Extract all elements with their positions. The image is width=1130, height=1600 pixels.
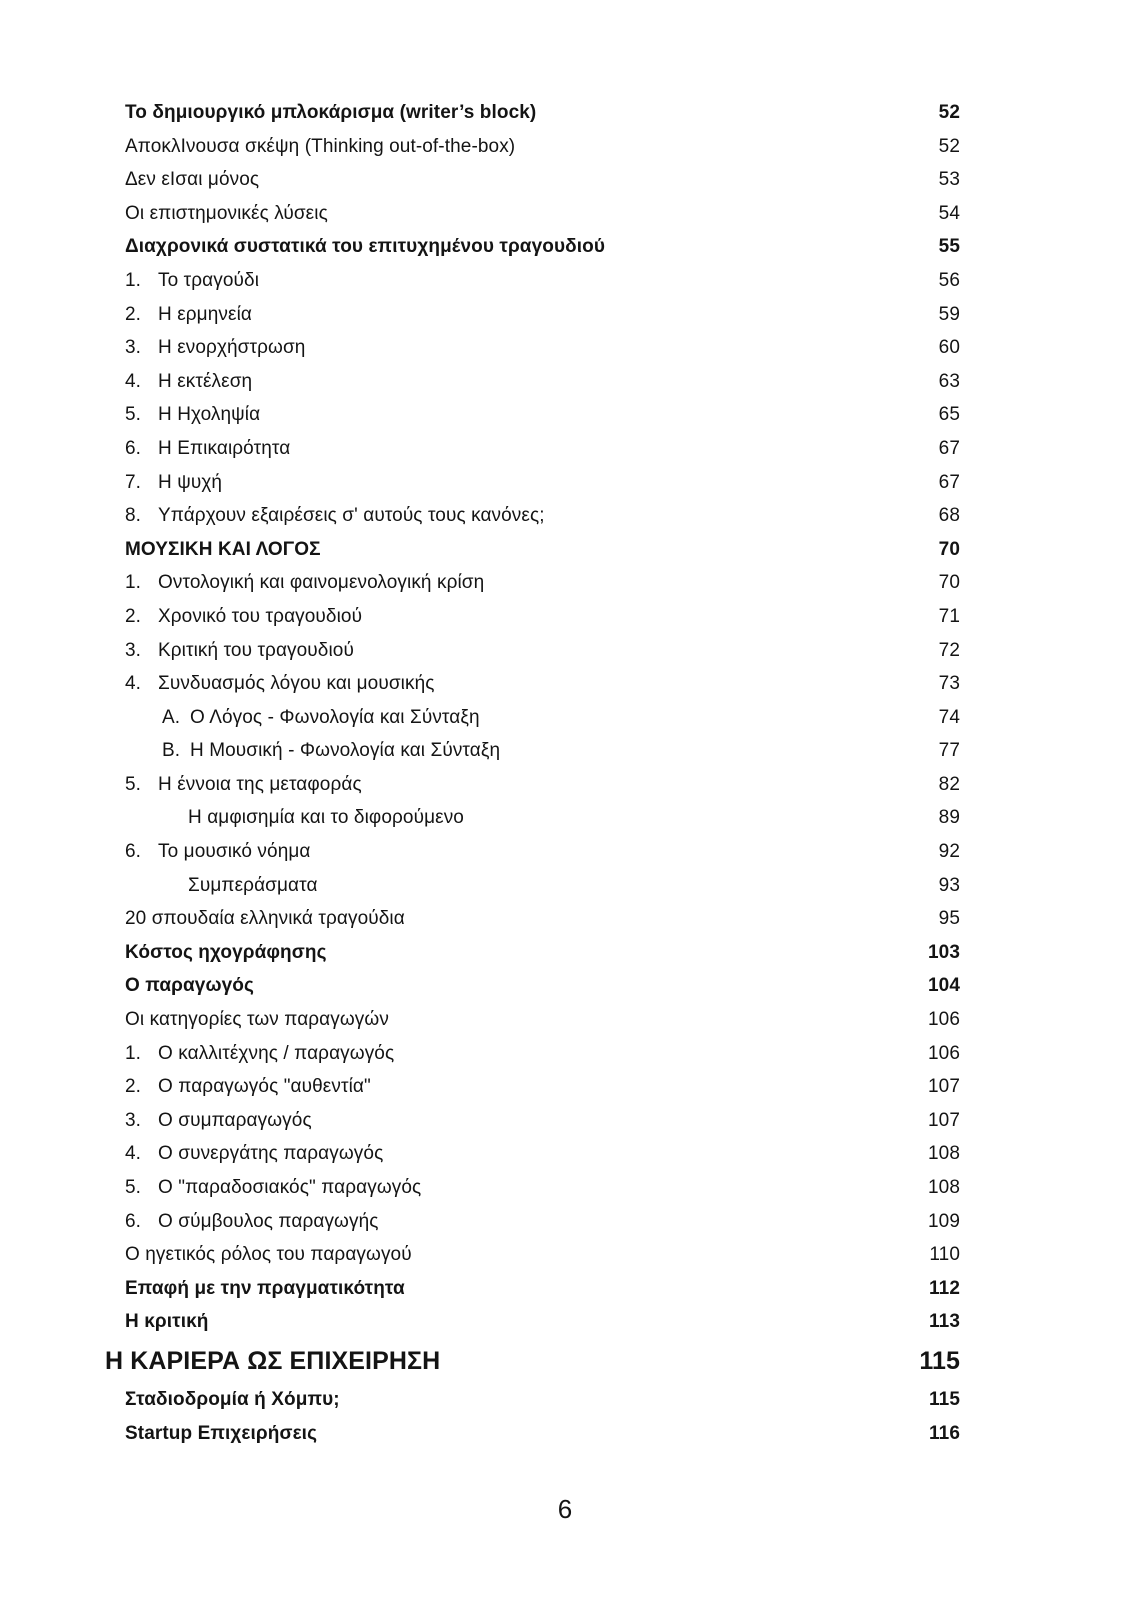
toc-entry-label: Οντολογική και φαινομενολογική κρίση [158, 572, 485, 594]
toc-entry-number: 2. [125, 605, 142, 627]
toc-entry-label: Η ερμηνεία [158, 303, 252, 325]
toc-entry-page: 52 [938, 102, 960, 123]
toc-entry-page: 82 [938, 773, 960, 795]
toc-entry-label: Κόστος ηχογράφησης [125, 941, 327, 963]
toc-entry-label: Ο Λόγος - Φωνολογία και Σύνταξη [190, 706, 480, 728]
toc-entry [105, 1339, 960, 1383]
toc-entry-label: Ο συμπαραγωγός [158, 1109, 312, 1131]
toc-entry-page: 53 [938, 169, 960, 191]
toc-entry-page: 52 [938, 135, 960, 157]
toc-entry-page: 93 [938, 874, 960, 896]
toc-entry [105, 566, 960, 600]
toc-entry-page: 54 [938, 202, 960, 224]
toc-entry-page: 109 [927, 1210, 960, 1232]
toc-entry-page: 104 [927, 975, 960, 997]
toc-entry [105, 801, 960, 835]
toc-entry [105, 1137, 960, 1171]
toc-entry-page: 103 [927, 941, 960, 963]
toc-entry [105, 163, 960, 197]
toc-entry [105, 969, 960, 1003]
toc-entry [105, 1305, 960, 1339]
toc-entry-label: Η ΚΑΡΙΕΡΑ ΩΣ ΕΠΙΧΕΙΡΗΣΗ [105, 1346, 441, 1375]
toc-entry-label: Το τραγούδι [158, 269, 260, 291]
toc-entry-page: 95 [938, 908, 960, 930]
toc-entry-page: 106 [927, 1042, 960, 1064]
toc-entry-page: 67 [938, 471, 960, 493]
toc-entry-number: 6. [125, 841, 142, 863]
toc-entry [105, 365, 960, 399]
toc-entry [105, 264, 960, 298]
toc-entry-label: Χρονικό του τραγουδιού [158, 605, 363, 627]
page-footer [0, 1494, 1130, 1525]
toc-entry [105, 1104, 960, 1138]
toc-entry-label: Η Ηχοληψία [158, 404, 261, 426]
toc-entry [105, 499, 960, 533]
toc-entry [105, 1417, 960, 1451]
toc-entry-label: Ο ηγετικός ρόλος του παραγωγού [125, 1244, 412, 1266]
toc-entry-page: 71 [938, 605, 960, 627]
toc-entry-label: Ο συνεργάτης παραγωγός [158, 1143, 384, 1165]
toc-entry-page: 115 [919, 1346, 960, 1375]
toc-entry-number: 2. [125, 1076, 142, 1098]
toc-entry-label: Διαχρονικά συστατικά του επιτυχημένου τραγουδιού [125, 236, 605, 258]
toc-entry-page: 92 [938, 841, 960, 863]
toc-entry-number: 4. [125, 1143, 142, 1165]
toc-entry-number: 7. [125, 471, 142, 493]
toc-entry-page: 110 [929, 1244, 960, 1266]
toc-entry-number: 5. [125, 1177, 142, 1198]
toc-entry-number: 5. [125, 773, 142, 795]
toc-entry-label: Η αμφισημία και το διφορούμενο [188, 807, 464, 829]
toc-entry-page: 63 [938, 370, 960, 392]
toc-entry-number: 5. [125, 404, 142, 426]
toc-entry [105, 230, 960, 264]
toc-entry-number: 3. [125, 1109, 142, 1131]
toc-entry-page: 77 [938, 740, 960, 762]
toc-entry-label: Συμπεράσματα [188, 874, 318, 896]
toc-entry [105, 398, 960, 432]
toc-entry [105, 298, 960, 332]
toc-entry-page: 108 [927, 1177, 960, 1198]
toc-entry-label: Ο σύμβουλος παραγωγής [158, 1210, 379, 1232]
toc-entry-number: 2. [125, 303, 142, 325]
toc-entry [105, 634, 960, 668]
toc-entry-page: 55 [938, 236, 960, 258]
toc-entry-label: Ο καλλιτέχνης / παραγωγός [158, 1042, 395, 1064]
toc-entry-page: 89 [938, 807, 960, 829]
toc-entry-page: 65 [938, 404, 960, 426]
toc-entry [105, 701, 960, 735]
toc-entry-page: 106 [927, 1009, 960, 1031]
toc-entry-label: Δεν εΙσαι μόνος [125, 169, 260, 191]
toc-entry-number: 3. [125, 337, 142, 359]
toc-entry-page: 73 [938, 673, 960, 695]
toc-entry [105, 197, 960, 231]
toc-entry [105, 533, 960, 567]
toc [105, 96, 960, 1450]
toc-entry-label: Η Μουσική - Φωνολογία και Σύνταξη [190, 740, 501, 762]
toc-entry-label: Ο παραγωγός "αυθεντία" [158, 1076, 371, 1098]
toc-entry [105, 1070, 960, 1104]
toc-entry-number: 8. [125, 505, 142, 527]
toc-entry-page: 60 [938, 337, 960, 359]
toc-entry [105, 331, 960, 365]
toc-entry-label: Ο παραγωγός [125, 975, 254, 997]
toc-entry-label: Η ενορχήστρωση [158, 337, 306, 359]
toc-entry-label: Η έννοια της μεταφοράς [158, 773, 362, 795]
toc-entry-label: ΜΟΥΣΙΚΗ ΚΑΙ ΛΟΓΟΣ [125, 538, 321, 560]
toc-entry-number: 6. [125, 437, 142, 459]
toc-entry-page: 56 [938, 269, 960, 291]
toc-entry-label: Η ψυχή [158, 471, 223, 493]
toc-entry-label: 20 σπουδαία ελληνικά τραγούδια [125, 908, 405, 930]
toc-entry-number: 4. [125, 370, 142, 392]
toc-entry-page: 112 [929, 1277, 960, 1299]
toc-entry [105, 130, 960, 164]
toc-entry-label: Ο "παραδοσιακός" παραγωγός [158, 1177, 422, 1198]
toc-entry-number: 3. [125, 639, 142, 661]
toc-entry-label: Οι κατηγορίες των παραγωγών [125, 1009, 389, 1031]
toc-entry-page: 70 [938, 572, 960, 594]
toc-entry-page: 68 [938, 505, 960, 527]
toc-entry [105, 432, 960, 466]
toc-entry [105, 1037, 960, 1071]
toc-entry-number: B. [162, 740, 181, 762]
toc-entry [105, 734, 960, 768]
toc-entry [105, 600, 960, 634]
toc-entry-number: 1. [125, 572, 142, 594]
toc-entry-label: ΑποκλΙνουσα σκέψη (Thinking out-of-the-box) [125, 135, 516, 157]
toc-entry-page: 74 [938, 706, 960, 728]
toc-entry-label: Η εκτέλεση [158, 370, 253, 392]
page-number: 6 [557, 1494, 573, 1524]
toc-entry-label: Επαφή με την πραγματικότητα [125, 1277, 405, 1299]
toc-entry-page: 115 [929, 1388, 960, 1410]
toc-entry-label: Κριτική του τραγουδιού [158, 639, 354, 661]
toc-entry [105, 1205, 960, 1239]
toc-entry-label: Η κριτική [125, 1311, 209, 1333]
toc-entry-number: A. [162, 706, 181, 728]
toc-entry [105, 96, 960, 130]
toc-entry-page: 59 [938, 303, 960, 325]
toc-entry-page: 107 [927, 1109, 960, 1131]
toc-entry-label: Οι επιστημονικές λύσεις [125, 202, 328, 224]
toc-entry [105, 1171, 960, 1205]
toc-entry-label: Το δημιουργικό μπλοκάρισμα (writer’s block) [125, 102, 537, 123]
toc-entry [105, 667, 960, 701]
toc-entry [105, 466, 960, 500]
toc-entry-number: 4. [125, 673, 142, 695]
toc-entry-page: 70 [938, 538, 960, 560]
toc-entry-label: Η Επικαιρότητα [158, 437, 291, 459]
toc-entry-page: 113 [929, 1311, 960, 1333]
toc-entry-number: 1. [125, 269, 142, 291]
toc-entry [105, 768, 960, 802]
toc-entry [105, 1272, 960, 1306]
toc-entry [105, 1383, 960, 1417]
toc-entry [105, 902, 960, 936]
toc-entry [105, 936, 960, 970]
toc-entry [105, 869, 960, 903]
toc-entry [105, 1003, 960, 1037]
toc-entry-label: Σταδιοδρομία ή Χόμπυ; [125, 1388, 340, 1410]
toc-entry-label: Startup Επιχειρήσεις [125, 1422, 318, 1444]
toc-entry-page: 72 [938, 639, 960, 661]
toc-entry-number: 6. [125, 1210, 142, 1232]
toc-entry-page: 108 [927, 1143, 960, 1165]
toc-entry-page: 116 [929, 1422, 960, 1444]
toc-entry-label: Συνδυασμός λόγου και μουσικής [158, 673, 435, 695]
toc-entry-page: 67 [938, 437, 960, 459]
toc-entry-page: 107 [927, 1076, 960, 1098]
toc-entry [105, 1238, 960, 1272]
toc-entry-label: Υπάρχουν εξαιρέσεις σ' αυτούς τους κανόνες; [158, 505, 545, 527]
toc-entry-label: Το μουσικό νόημα [158, 841, 311, 863]
toc-entry [105, 835, 960, 869]
toc-entry-number: 1. [125, 1042, 142, 1064]
